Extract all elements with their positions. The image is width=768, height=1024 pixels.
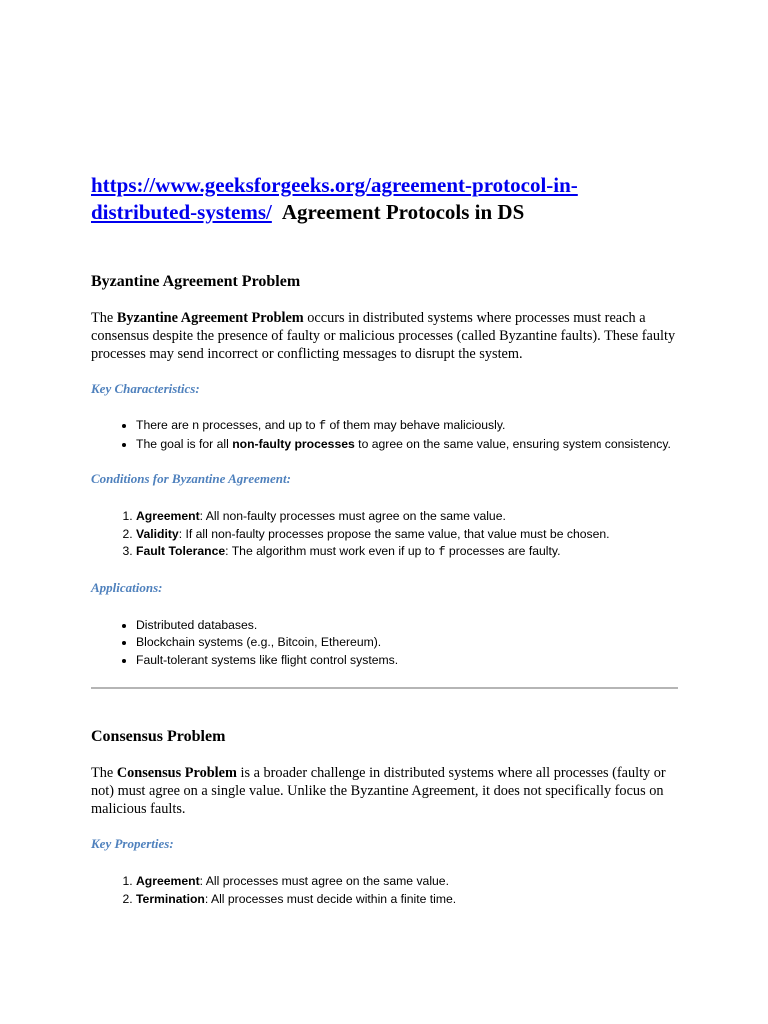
consensus-heading: Consensus Problem bbox=[91, 728, 226, 745]
list-item: 1. Agreement: All non-faulty processes must agree on the same value. bbox=[136, 508, 681, 526]
list-item: • Distributed databases. bbox=[136, 617, 681, 635]
byzantine-heading: Byzantine Agreement Problem bbox=[91, 273, 301, 290]
document-page bbox=[91, 172, 681, 908]
conditions-heading: Conditions for Byzantine Agreement: bbox=[91, 471, 291, 486]
document-title-block bbox=[91, 172, 681, 226]
section-divider bbox=[91, 687, 678, 689]
key-properties-heading: Key Properties: bbox=[91, 836, 174, 851]
list-item: • There are n processes, and up to f of them may behave maliciously. bbox=[136, 417, 681, 436]
byzantine-intro: The Byzantine Agreement Problem occurs in distributed systems where processes must reach a consensus despite the presence of faulty or malicious processes (called Byzantine faults). These faulty processes may send incorrect or conflicting messages to disrupt the system. bbox=[91, 310, 676, 362]
applications-heading: Applications: bbox=[91, 579, 163, 595]
list-item: 1. Agreement: All processes must agree on the same value. bbox=[136, 873, 681, 891]
consensus-intro: The Consensus Problem is a broader challenge in distributed systems where all processes (faulty or not) must agree on a single value. Unlike the Byzantine Agreement, it does not specifically focus on malicious faults. bbox=[91, 765, 666, 817]
key-characteristics-heading: Key Characteristics: bbox=[91, 381, 200, 396]
key-characteristics-list bbox=[91, 417, 681, 453]
conditions-list bbox=[91, 508, 681, 562]
key-properties-list bbox=[91, 873, 681, 908]
list-item: • Fault-tolerant systems like flight control systems. bbox=[136, 652, 681, 670]
list-item: • Blockchain systems (e.g., Bitcoin, Ethereum). bbox=[136, 634, 681, 652]
source-link[interactable]: https://www.geeksforgeeks.org/agreement-protocol-in- distributed-systems/ bbox=[91, 173, 578, 224]
list-item: 2. Validity: If all non-faulty processes propose the same value, that value must be chosen. bbox=[136, 526, 681, 544]
page-title: Agreement Protocols in DS bbox=[281, 200, 525, 224]
list-item: • The goal is for all non-faulty processes to agree on the same value, ensuring system consistency. bbox=[136, 436, 681, 454]
list-item: 3. Fault Tolerance: The algorithm must work even if up to f processes are faulty. bbox=[136, 543, 681, 562]
list-item: 2. Termination: All processes must decide within a finite time. bbox=[136, 891, 681, 909]
applications-list bbox=[91, 617, 681, 670]
